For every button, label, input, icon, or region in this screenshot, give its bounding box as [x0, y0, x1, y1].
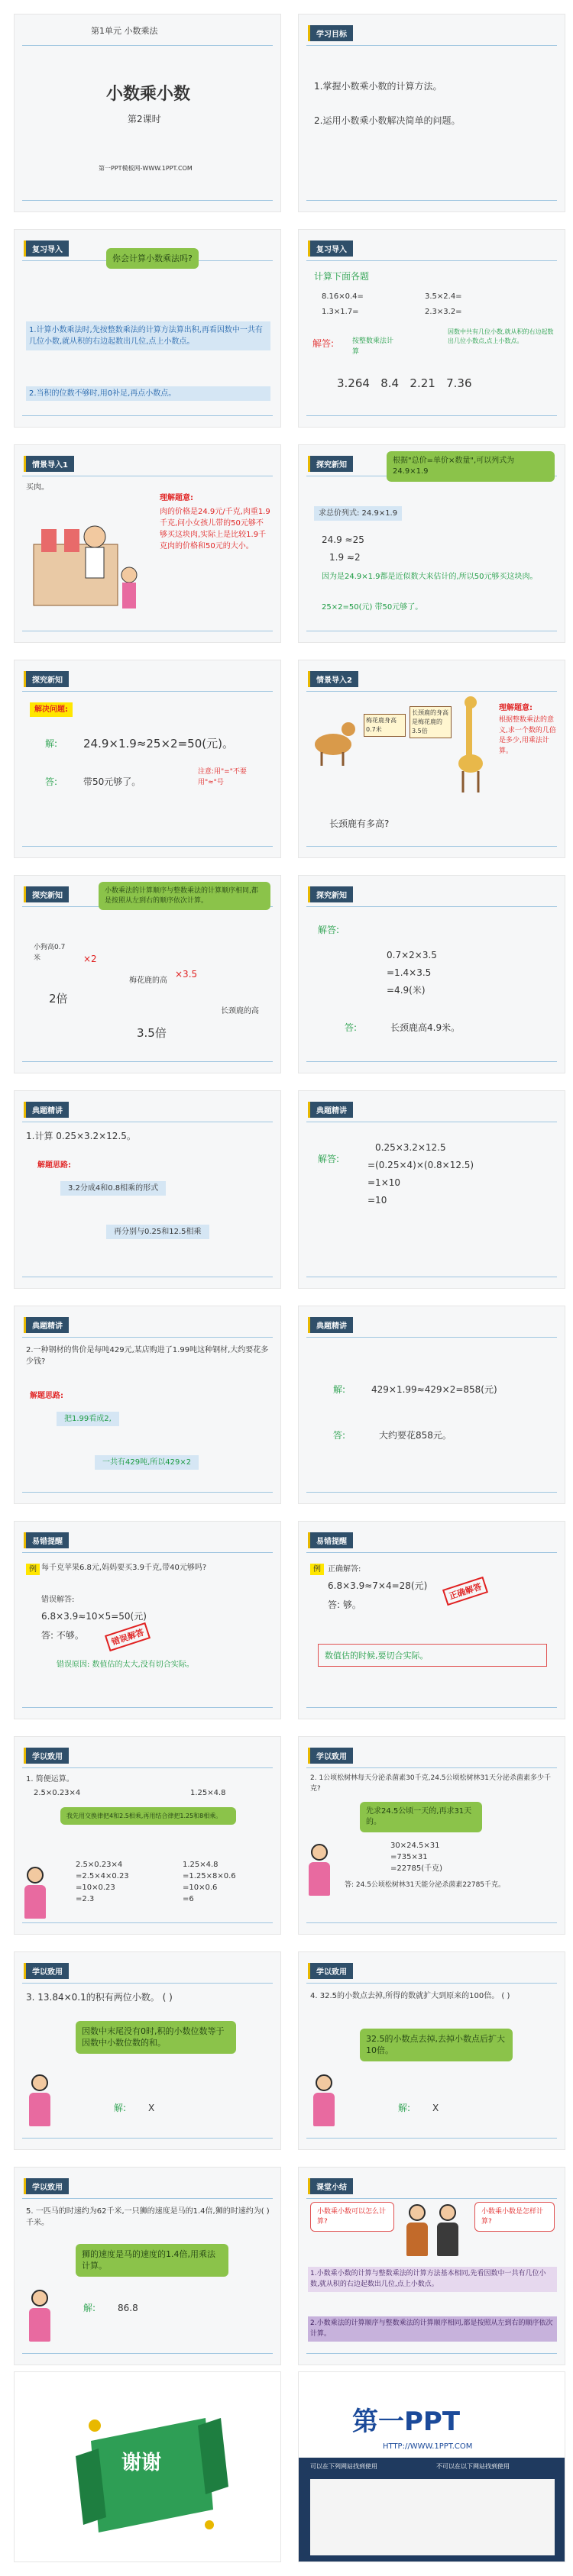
slide-14-example2-answer: [298, 1306, 565, 1504]
slide-23-thanks: [14, 2371, 281, 2562]
error-stamp: 错误解答: [105, 1622, 151, 1651]
slide-21-practice5: [14, 2167, 281, 2365]
divider: [22, 1922, 273, 1923]
slide-20-practice4: [298, 1951, 565, 2150]
c1: 2.5×0.23×4: [76, 1861, 123, 1869]
divider: [306, 2198, 557, 2199]
question: 长颈鹿有多高?: [329, 818, 390, 829]
divider: [22, 691, 273, 692]
l3: =4.9(米): [387, 985, 426, 996]
divider: [306, 691, 557, 692]
l2: =(0.25×4)×(0.8×12.5): [367, 1160, 474, 1170]
divider: [22, 1707, 273, 1708]
c3: =10×0.23: [76, 1884, 115, 1892]
question: 2. 1公顷松树林每天分泌杀菌素30千克,24.5公顷松树林31天分泌杀菌素多少千克?: [310, 1774, 551, 1793]
divider: [306, 260, 557, 261]
goal-1: 1.掌握小数乘小数的计算方法。: [314, 81, 442, 92]
slide-tag: 情景导入1: [24, 456, 74, 472]
lesson-subtitle: 第2课时: [128, 114, 161, 124]
problem-box: 解决问题:: [30, 702, 73, 717]
site-list: [310, 2479, 555, 2555]
note-box: 数值估的时候,要切合实际。: [318, 1644, 547, 1667]
slide-15-mistake: [14, 1521, 281, 1719]
q4: 2.3×3.2=: [425, 308, 462, 316]
calc: 6.8×3.9≈10×5=50(元): [41, 1611, 147, 1622]
student-avatar: [308, 1844, 331, 1897]
divider: [22, 1492, 273, 1493]
divider: [22, 45, 273, 46]
note: 注意:用"="不要用"≈"号: [198, 768, 247, 786]
divider: [22, 200, 273, 201]
right-label: 正确解答:: [328, 1565, 361, 1574]
jie-label: 解:: [45, 738, 58, 749]
student-avatar: [436, 2204, 459, 2258]
divider: [306, 1983, 557, 1984]
answer: 答: 够。: [328, 1600, 361, 1610]
step-1: 把1.99看成2,: [57, 1412, 119, 1426]
brand-footer: [299, 2458, 565, 2562]
line2: 24.9 ≈25: [322, 534, 364, 545]
slide-4-exercise: [298, 229, 565, 428]
slide-17-practice1: [14, 1736, 281, 1935]
understand-title: 理解题意:: [160, 494, 193, 502]
divider: [306, 1061, 557, 1062]
slide-18-practice2: [298, 1736, 565, 1935]
l2: =1.4×3.5: [387, 967, 432, 978]
hint-bubble: 32.5的小数点去掉,去掉小数点后扩大10倍。: [360, 2029, 513, 2061]
da-label: 答:: [345, 1022, 358, 1033]
scene-label: 买肉。: [26, 483, 49, 492]
divider: [306, 1492, 557, 1493]
student-avatar: [28, 2290, 51, 2343]
thanks-text: 谢谢: [121, 2452, 162, 2474]
summary-1: 1.小数乘小数的计算与整数乘法的计算方法基本相同,先看因数中一共有几位小数,就从积的右边起数出几位,点上小数点。: [308, 2267, 557, 2292]
reason: 因为是24.9×1.9都是近似数大来估计的,所以50元够买这块肉。: [322, 573, 538, 581]
question-bubble: 你会计算小数乘法吗?: [106, 248, 199, 269]
slide-tag: 课堂小结: [308, 2178, 353, 2194]
divider: [306, 45, 557, 46]
dog-height: 小狗高0.7米: [34, 944, 66, 962]
q3: 1.3×1.7=: [322, 308, 359, 316]
divider: [306, 1767, 557, 1768]
formula-bubble: 根据"总价=单价×数量",可以列式为24.9×1.9: [387, 451, 555, 482]
butcher-stall-illustration: [26, 499, 148, 621]
student-avatar: [312, 2074, 335, 2128]
slide-tag: 易错提醒: [308, 1532, 353, 1548]
answer: 答: 不够。: [41, 1630, 84, 1641]
brand-label: 第一PPT模板网-WWW.1PPT.COM: [99, 165, 193, 172]
l3: =1×10: [367, 1177, 401, 1188]
slide-tag: 探究新知: [308, 456, 353, 472]
slide-tag: 复习导入: [24, 240, 69, 257]
student-avatar: [28, 2074, 51, 2128]
divider: [22, 2198, 273, 2199]
answer: 长颈鹿高4.9米。: [390, 1022, 461, 1033]
hint-bubble: 先求24.5公顷一天的,再求31天的。: [360, 1802, 482, 1832]
slide-3-review: [14, 229, 281, 428]
times-2: ×2: [83, 954, 97, 964]
divider: [22, 1983, 273, 1984]
giraffe-height: 长颈鹿的高: [221, 1007, 259, 1015]
formula: 24.9×1.9≈25×2=50(元)。: [83, 737, 234, 751]
divider: [22, 2353, 273, 2354]
jie-label: 解:: [114, 2103, 127, 2113]
slide-13-example2: [14, 1306, 281, 1504]
l1: 0.25×3.2×12.5: [375, 1142, 446, 1153]
divider: [306, 200, 557, 201]
item-a: 2.5×0.23×4: [34, 1789, 81, 1797]
answer: 86.8: [118, 2303, 138, 2313]
bei-35: 3.5倍: [137, 1026, 167, 1040]
answer: X: [432, 2103, 439, 2113]
divider: [306, 906, 557, 907]
slide-5-scene: [14, 444, 281, 643]
l1: 0.7×2×3.5: [387, 950, 437, 960]
giraffe-sign: 长颈鹿的身高是梅花鹿的3.5倍: [410, 706, 452, 738]
divider: [306, 1922, 557, 1923]
divider: [22, 415, 273, 416]
slide-6-explore: [298, 444, 565, 643]
brand-url: HTTP://WWW.1PPT.COM: [383, 2442, 473, 2451]
slide-12-example-answer: [298, 1090, 565, 1289]
slide-7-solve: [14, 660, 281, 858]
blocked-sites-label: 不可以在以下网站找到使用: [436, 2463, 510, 2470]
slide-tag: 易错提醒: [24, 1532, 69, 1548]
c2: =2.5×4×0.23: [76, 1872, 129, 1880]
divider: [306, 1707, 557, 1708]
hint-bubble: 因数中末尾没有0时,积的小数位数等于因数中小数位数的和。: [76, 2021, 236, 2054]
c4: =2.3: [76, 1895, 95, 1903]
l2: =735×31: [390, 1853, 428, 1861]
slide-1-title: [14, 14, 281, 212]
question: 3. 13.84×0.1的积有两位小数。 ( ): [26, 1992, 173, 2003]
l3: =22785(千克): [390, 1864, 442, 1873]
slide-11-example: [14, 1090, 281, 1289]
student-avatar: [24, 1867, 47, 1920]
unit-label: 第1单元 小数乘法: [91, 26, 158, 36]
method-label: 按整数乘法计算: [352, 337, 394, 356]
slide-tag: 学以致用: [24, 1963, 69, 1979]
jie-label: 解:: [333, 1384, 346, 1395]
slide-tag: 探究新知: [24, 886, 69, 902]
slide-tag: 学习目标: [308, 25, 353, 41]
goal-2: 2.运用小数乘小数解决简单的问题。: [314, 115, 461, 126]
understand-text: 根据整数乘法的意义,求一个数的几倍是多少,用乘法计算。: [499, 716, 556, 755]
item-b: 1.25×4.8: [190, 1789, 226, 1797]
rule-1: 1.计算小数乘法时,先按整数乘法的计算方法算出积,再看因数中一共有几位小数,就从积的右边起数出几位,点上小数点。: [26, 321, 270, 350]
question: 每千克苹果6.8元,妈妈要买3.9千克,带40元够吗?: [41, 1564, 207, 1572]
d1: 1.25×4.8: [183, 1861, 219, 1869]
jie-label: 解答:: [318, 925, 340, 935]
divider: [22, 846, 273, 847]
rule-2: 2.当积的位数不够时,用0补足,再点小数点。: [26, 386, 270, 401]
slide-tag: 情景导入2: [308, 671, 358, 687]
divider: [22, 2138, 273, 2139]
think-title: 解题思路:: [30, 1392, 63, 1400]
method-hint: 因数中共有几位小数,就从积的右边起数出几位小数点,点上小数点。: [448, 328, 554, 344]
jie-label: 解:: [83, 2303, 96, 2313]
l1: 30×24.5×31: [390, 1842, 440, 1850]
question: 4. 32.5的小数点去掉,所得的数就扩大到原来的100倍。 ( ): [310, 1992, 510, 2000]
question: 2.一种钢材的售价是每吨429元,某店购进了1.99吨这种钢材,大约要花多少钱?: [26, 1346, 269, 1366]
da-label: 答:: [45, 776, 58, 787]
q1: 8.16×0.4=: [322, 292, 364, 301]
deer-sign: 梅花鹿身高0.7米: [364, 714, 406, 737]
answer: 答: 24.5公顷松树林31天能分泌杀菌素22785千克。: [345, 1881, 506, 1889]
correct-stamp: 正确解答: [442, 1577, 488, 1606]
slide-tag: 学以致用: [24, 2178, 69, 2194]
deer-height: 梅花鹿的高: [129, 976, 167, 985]
d2: =1.25×8×0.6: [183, 1872, 236, 1880]
slide-tag: 学以致用: [308, 1748, 353, 1764]
step-2: 一共有429吨,所以429×2: [95, 1455, 199, 1470]
question-bubble-left: 小数乘小数可以怎么计算?: [310, 2202, 394, 2232]
divider: [306, 1552, 557, 1553]
divider: [306, 2353, 557, 2354]
d3: =10×0.6: [183, 1884, 218, 1892]
slide-22-summary: [298, 2167, 565, 2365]
answers: 3.264 8.4 2.21 7.36: [337, 376, 472, 390]
question: 5. 一匹马的时速约为62千米,一只狮的速度是马的1.4倍,狮的时速约为( )千米。: [26, 2207, 270, 2227]
divider: [22, 1337, 273, 1338]
wrong-label: 错误解答:: [41, 1596, 75, 1604]
reason: 错误原因: 数值估的太大,没有切合实际。: [57, 1661, 194, 1669]
slide-tag: 探究新知: [24, 671, 69, 687]
think-title: 解题思路:: [37, 1161, 71, 1170]
heading: 计算下面各题: [314, 271, 370, 282]
step-2: 再分别与0.25和12.5相乘: [106, 1225, 209, 1239]
l4: =10: [367, 1195, 387, 1206]
li-badge: 例: [26, 1564, 40, 1575]
li-badge: 例: [310, 1564, 324, 1575]
slide-19-practice3: [14, 1951, 281, 2150]
slide-tag: 典题精讲: [308, 1102, 353, 1118]
divider: [306, 415, 557, 416]
slide-tag: 学以致用: [24, 1748, 69, 1764]
question-bubble-right: 小数乘小数是怎样计算?: [474, 2202, 555, 2232]
jie-label: 解答:: [312, 338, 335, 349]
hint-bubble: 狮的速度是马的速度的1.4倍,用乘法计算。: [76, 2244, 228, 2277]
slide-tag: 探究新知: [308, 886, 353, 902]
summary-2: 2.小数乘法的计算顺序与整数乘法的计算顺序相同,都是按照从左到右的顺序依次计算。: [308, 2316, 557, 2342]
divider: [22, 1552, 273, 1553]
slide-tag: 典题精讲: [308, 1317, 353, 1333]
step-1: 3.2分成4和0.8相乘的形式: [60, 1181, 166, 1196]
hint-bubble: 我先用交换律把4和2.5相乘,再用结合律把1.25和8相乘。: [60, 1807, 236, 1825]
jie-label: 解:: [398, 2103, 411, 2113]
divider: [22, 1061, 273, 1062]
slide-10-answer: [298, 875, 565, 1073]
order-bubble: 小数乘法的计算顺序与整数乘法的计算顺序相同,都是按照从左到右的顺序依次计算。: [99, 882, 270, 910]
brand-logo: 第一PPT: [352, 2407, 461, 2437]
slide-8-scene2: [298, 660, 565, 858]
slide-tag: 复习导入: [308, 240, 353, 257]
divider: [22, 1767, 273, 1768]
calc: 25×2=50(元) 带50元够了。: [322, 603, 423, 612]
question: 1.计算 0.25×3.2×12.5。: [26, 1131, 136, 1141]
line1: 求总价列式: 24.9×1.9: [314, 506, 402, 521]
slide-tag: 典题精讲: [24, 1317, 69, 1333]
understand-text: 肉的价格是24.9元/千克,肉重1.9千克,问小女孩儿带的50元够不够买这块肉,实际上是比较1.9千克肉的价格和50元的大小。: [160, 508, 270, 550]
divider: [306, 2138, 557, 2139]
question: 1. 简便运算。: [26, 1775, 74, 1784]
lesson-title: 小数乘小数: [106, 85, 191, 104]
slide-24-brand: [298, 2371, 565, 2562]
deer-illustration: [306, 706, 360, 767]
answer: X: [148, 2103, 155, 2113]
calc: 6.8×3.9≈7×4=28(元): [328, 1580, 428, 1591]
jie-label: 解答:: [318, 1154, 340, 1164]
allowed-sites-label: 可以在下列网站找到使用: [310, 2463, 377, 2470]
line3: 1.9 ≈2: [329, 552, 361, 563]
slide-tag: 学以致用: [308, 1963, 353, 1979]
d4: =6: [183, 1895, 194, 1903]
answer: 带50元够了。: [83, 776, 141, 787]
slide-16-correct: [298, 1521, 565, 1719]
divider: [306, 1337, 557, 1338]
formula: 429×1.99≈429×2=858(元): [371, 1384, 497, 1395]
q2: 3.5×2.4=: [425, 292, 462, 301]
teacher-avatar: [406, 2204, 429, 2258]
slide-9-explore: [14, 875, 281, 1073]
slide-2-goals: [298, 14, 565, 212]
understand-title: 理解题意:: [499, 704, 533, 712]
bei-2: 2倍: [49, 992, 68, 1006]
da-label: 答:: [333, 1430, 346, 1441]
answer: 大约要花858元。: [379, 1430, 452, 1441]
giraffe-illustration: [455, 695, 486, 794]
slide-tag: 典题精讲: [24, 1102, 69, 1118]
times-35: ×3.5: [175, 969, 198, 980]
divider: [306, 846, 557, 847]
